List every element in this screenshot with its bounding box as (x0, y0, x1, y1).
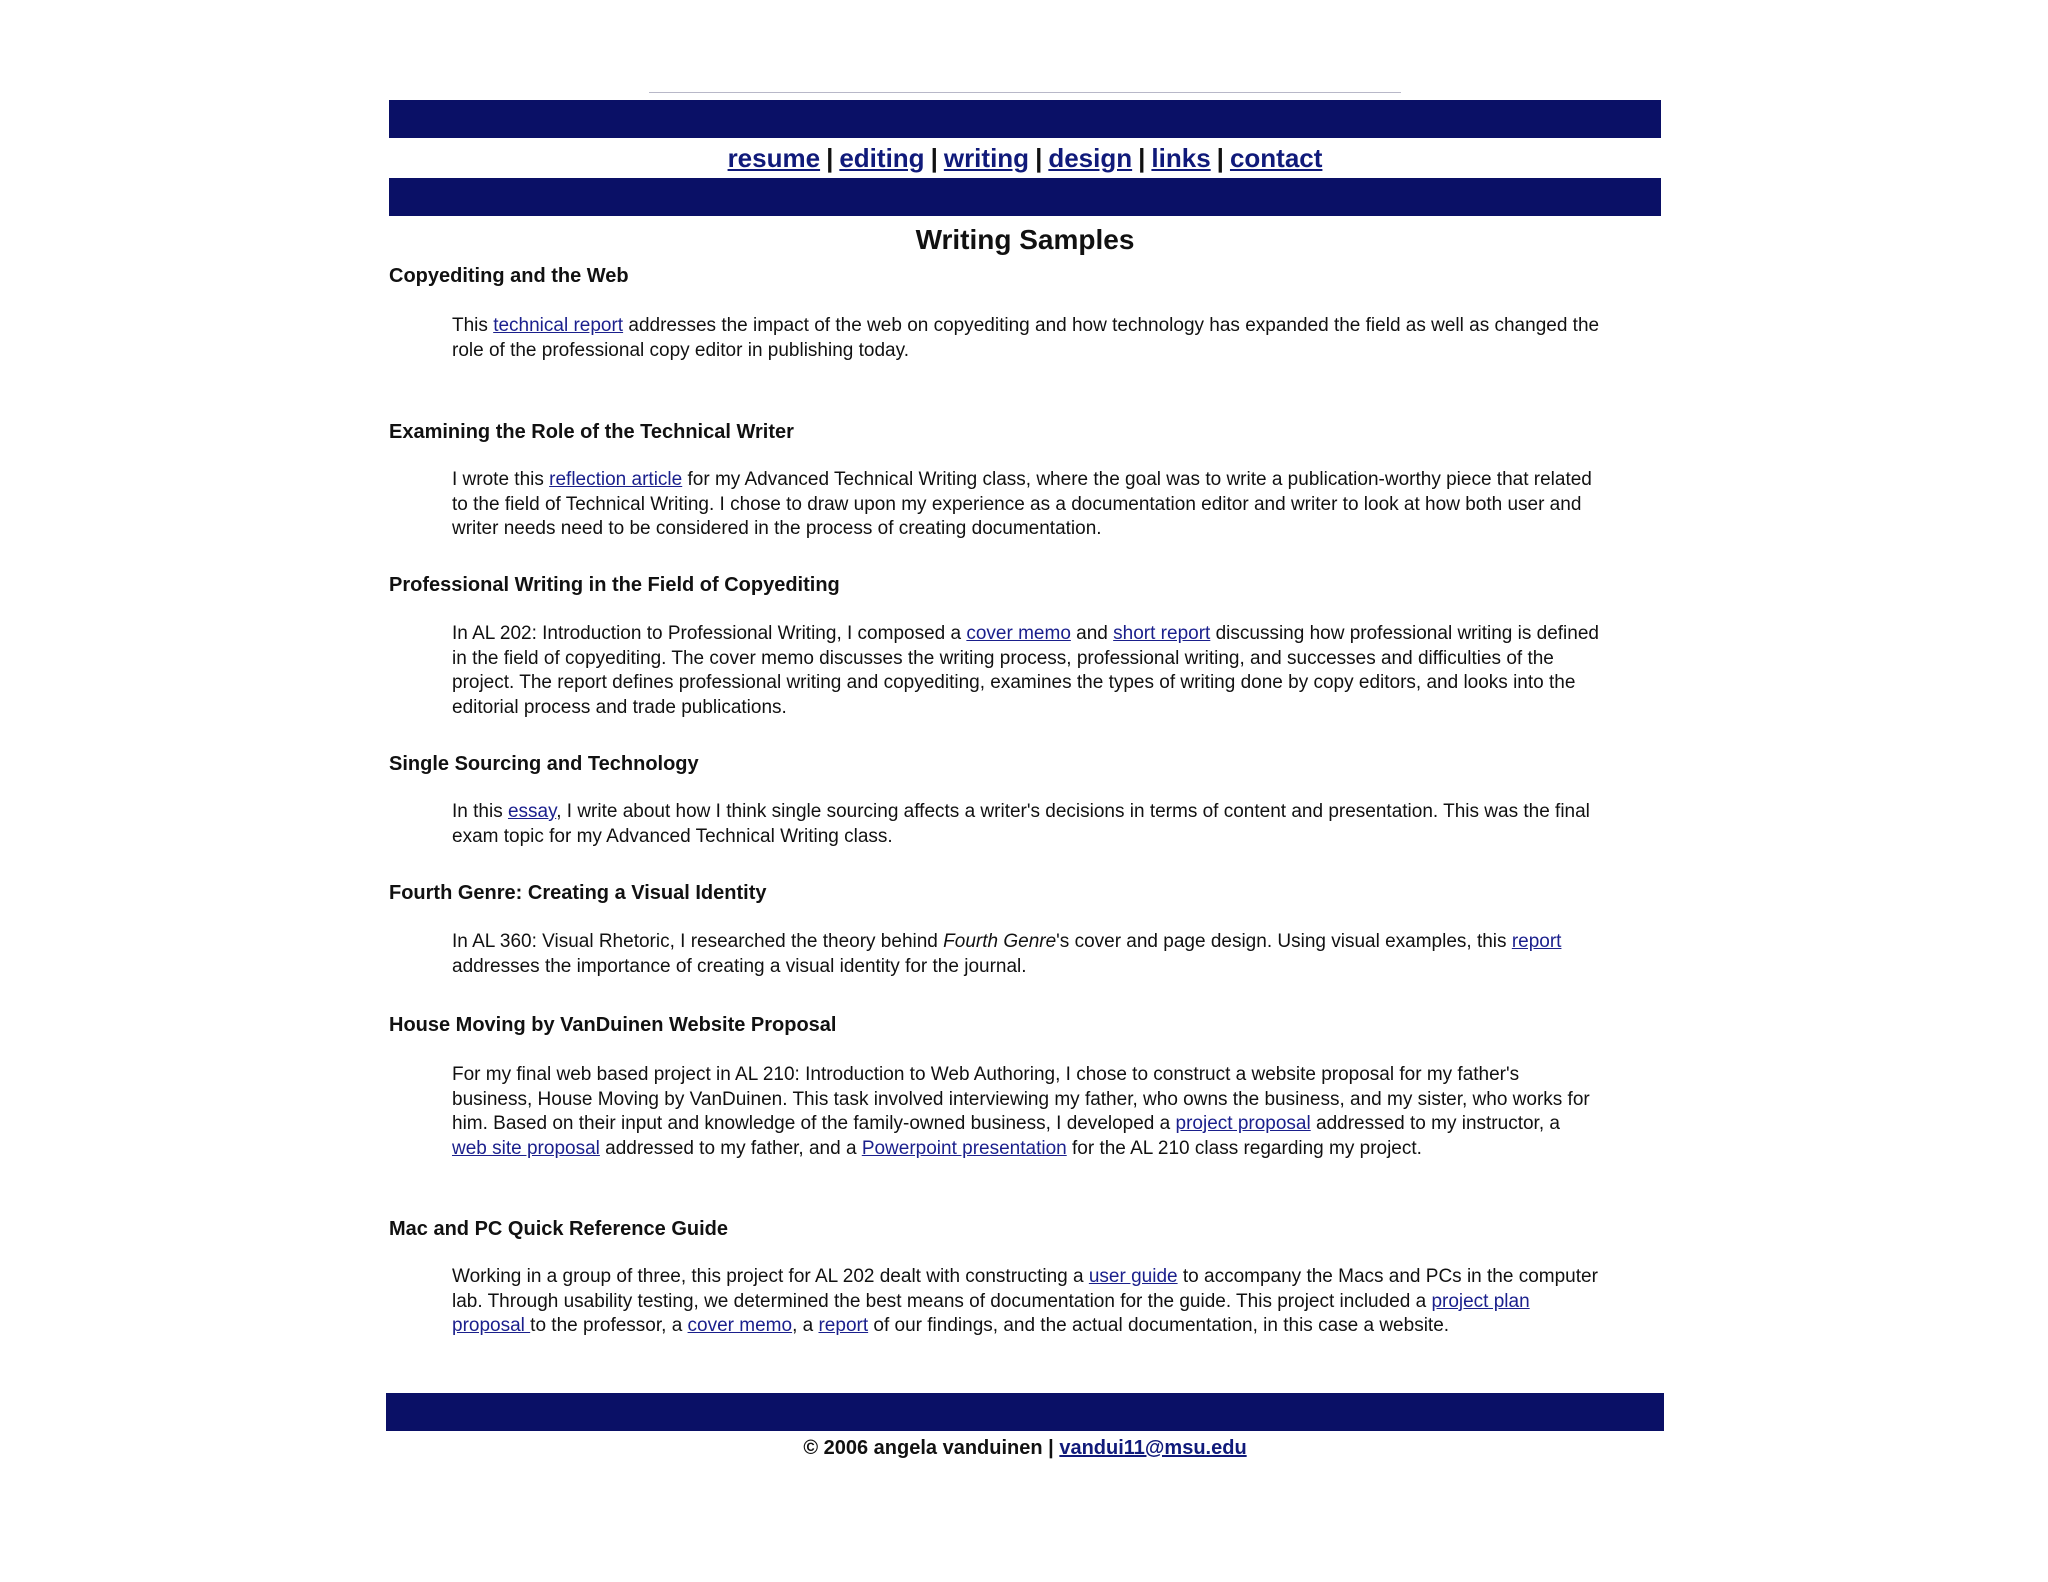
body-text: , I write about how I think single sourcing affects a writer's decisions in terms of content and presentation. This was the final exam topic for my Advanced Technical Writing class. (452, 801, 1590, 847)
page-title: Writing Samples (915, 224, 1135, 255)
section-title-single-sourcing: Single Sourcing and Technology (389, 753, 699, 775)
project-plan-proposal-link[interactable]: project plan proposal (452, 1290, 1530, 1336)
nav-link-links[interactable]: links (1151, 143, 1211, 173)
body-text: of our findings, and the actual documentation, in this case a website. (868, 1315, 1450, 1336)
body-text: In AL 202: Introduction to Professional Writing, I composed a (452, 623, 967, 644)
nav-link-resume[interactable]: resume (727, 143, 821, 173)
section-body-house-moving (452, 1063, 1600, 1161)
cover-memo-link[interactable]: cover memo (687, 1315, 793, 1336)
nav-separator: | (930, 143, 938, 173)
body-text: for my Advanced Technical Writing class, where the goal was to write a publication-worthy piece that related to the field of Technical Writing. I chose to draw upon my experience as a documentation editor and writer to look at how both user and writer needs need to be considered in the process of creating documentation. (452, 469, 1592, 539)
body-text: and (1070, 623, 1114, 644)
reflection-article-link[interactable]: reflection article (549, 469, 683, 490)
short-report-link[interactable]: short report (1113, 623, 1211, 644)
nav-separator: | (826, 143, 834, 173)
header-bar-top (389, 100, 1661, 138)
header-bar-bottom (389, 178, 1661, 216)
body-text: This (452, 315, 494, 336)
section-title-fourth-genre: Fourth Genre: Creating a Visual Identity (389, 882, 767, 904)
project-proposal-link[interactable]: project proposal (1175, 1113, 1311, 1134)
body-text: For my final web based project in AL 210: Introduction to Web Authoring, I chose to construct a website proposal for my father's business, House Moving by VanDuinen. This task involved interviewing my father, who owns the business, and my sister, who works for him. Based on their input and knowledge of the family-owned business, I developed a (452, 1064, 1590, 1134)
section-body-single-sourcing (452, 800, 1600, 849)
nav-link-contact[interactable]: contact (1229, 143, 1323, 173)
report-link[interactable]: report (818, 1315, 869, 1336)
nav-separator: | (1138, 143, 1146, 173)
body-text: addresses the importance of creating a visual identity for the journal. (452, 955, 1027, 977)
body-text: , a (792, 1315, 819, 1336)
user-guide-link[interactable]: user guide (1088, 1266, 1178, 1287)
cover-memo-link[interactable]: cover memo (966, 623, 1071, 644)
body-text: Working in a group of three, this project for AL 202 dealt with constructing a (452, 1266, 1089, 1287)
body-text: discussing how professional writing is defined in the field of copyediting. The cover memo discusses the writing process, professional writing, and successes and difficulties of the project. The report defines professional writing and copyediting, examines the types of writing done by copy editors, and looks into the editorial process and trade publications. (452, 623, 1599, 718)
section-title-professional-writing: Professional Writing in the Field of Copyediting (389, 574, 840, 596)
section-title-house-moving: House Moving by VanDuinen Website Proposal (389, 1014, 837, 1036)
powerpoint-presentation-link[interactable]: Powerpoint presentation (861, 1137, 1067, 1159)
body-text: to the professor, a (530, 1315, 688, 1336)
nav-separator: | (1035, 143, 1043, 173)
top-divider (649, 92, 1401, 93)
essay-link[interactable]: essay (507, 801, 557, 822)
footer (386, 1434, 1664, 1462)
body-text: In AL 360: Visual Rhetoric, I researched the theory behind (452, 931, 944, 952)
report-link[interactable]: report (1511, 931, 1562, 952)
section-title-technical-writer: Examining the Role of the Technical Writer (389, 421, 794, 443)
footer-bar (386, 1393, 1664, 1431)
section-title-quick-reference: Mac and PC Quick Reference Guide (389, 1218, 728, 1240)
nav-link-editing[interactable]: editing (839, 143, 925, 173)
body-text: addressed to my father, and a (599, 1137, 862, 1159)
footer-separator: | (1048, 1437, 1054, 1459)
body-text: to accompany the Macs and PCs in the computer lab. Through usability testing, we determined the best means of documentation for the guide. This project included a (452, 1266, 1598, 1312)
web-site-proposal-link[interactable]: web site proposal (452, 1137, 600, 1159)
body-text: for the AL 210 class regarding my project. (1066, 1137, 1422, 1159)
section-body-technical-writer (452, 468, 1600, 542)
section-body-quick-reference (452, 1265, 1600, 1339)
copyright-text: © 2006 angela vanduinen (803, 1437, 1043, 1459)
section-body-professional-writing (452, 622, 1600, 720)
body-text: In this (452, 801, 508, 822)
section-body-copyediting-web (452, 314, 1600, 363)
section-title-copyediting-web: Copyediting and the Web (389, 265, 629, 287)
body-text: 's cover and page design. Using visual examples, this (1056, 931, 1512, 952)
nav-link-design[interactable]: design (1048, 143, 1133, 173)
nav-separator: | (1216, 143, 1224, 173)
email-link[interactable]: vandui11@msu.edu (1059, 1437, 1247, 1459)
nav-link-writing[interactable]: writing (943, 143, 1030, 173)
body-text: addressed to my instructor, a (1310, 1113, 1560, 1134)
body-text: I wrote this (452, 469, 550, 490)
journal-title: Fourth Genre (943, 931, 1057, 952)
technical-report-link[interactable]: technical report (493, 315, 624, 336)
main-nav (389, 140, 1661, 176)
section-body-fourth-genre (452, 930, 1600, 979)
body-text: addresses the impact of the web on copyediting and how technology has expanded the field as well as changed the role of the professional copy editor in publishing today. (452, 315, 1600, 361)
